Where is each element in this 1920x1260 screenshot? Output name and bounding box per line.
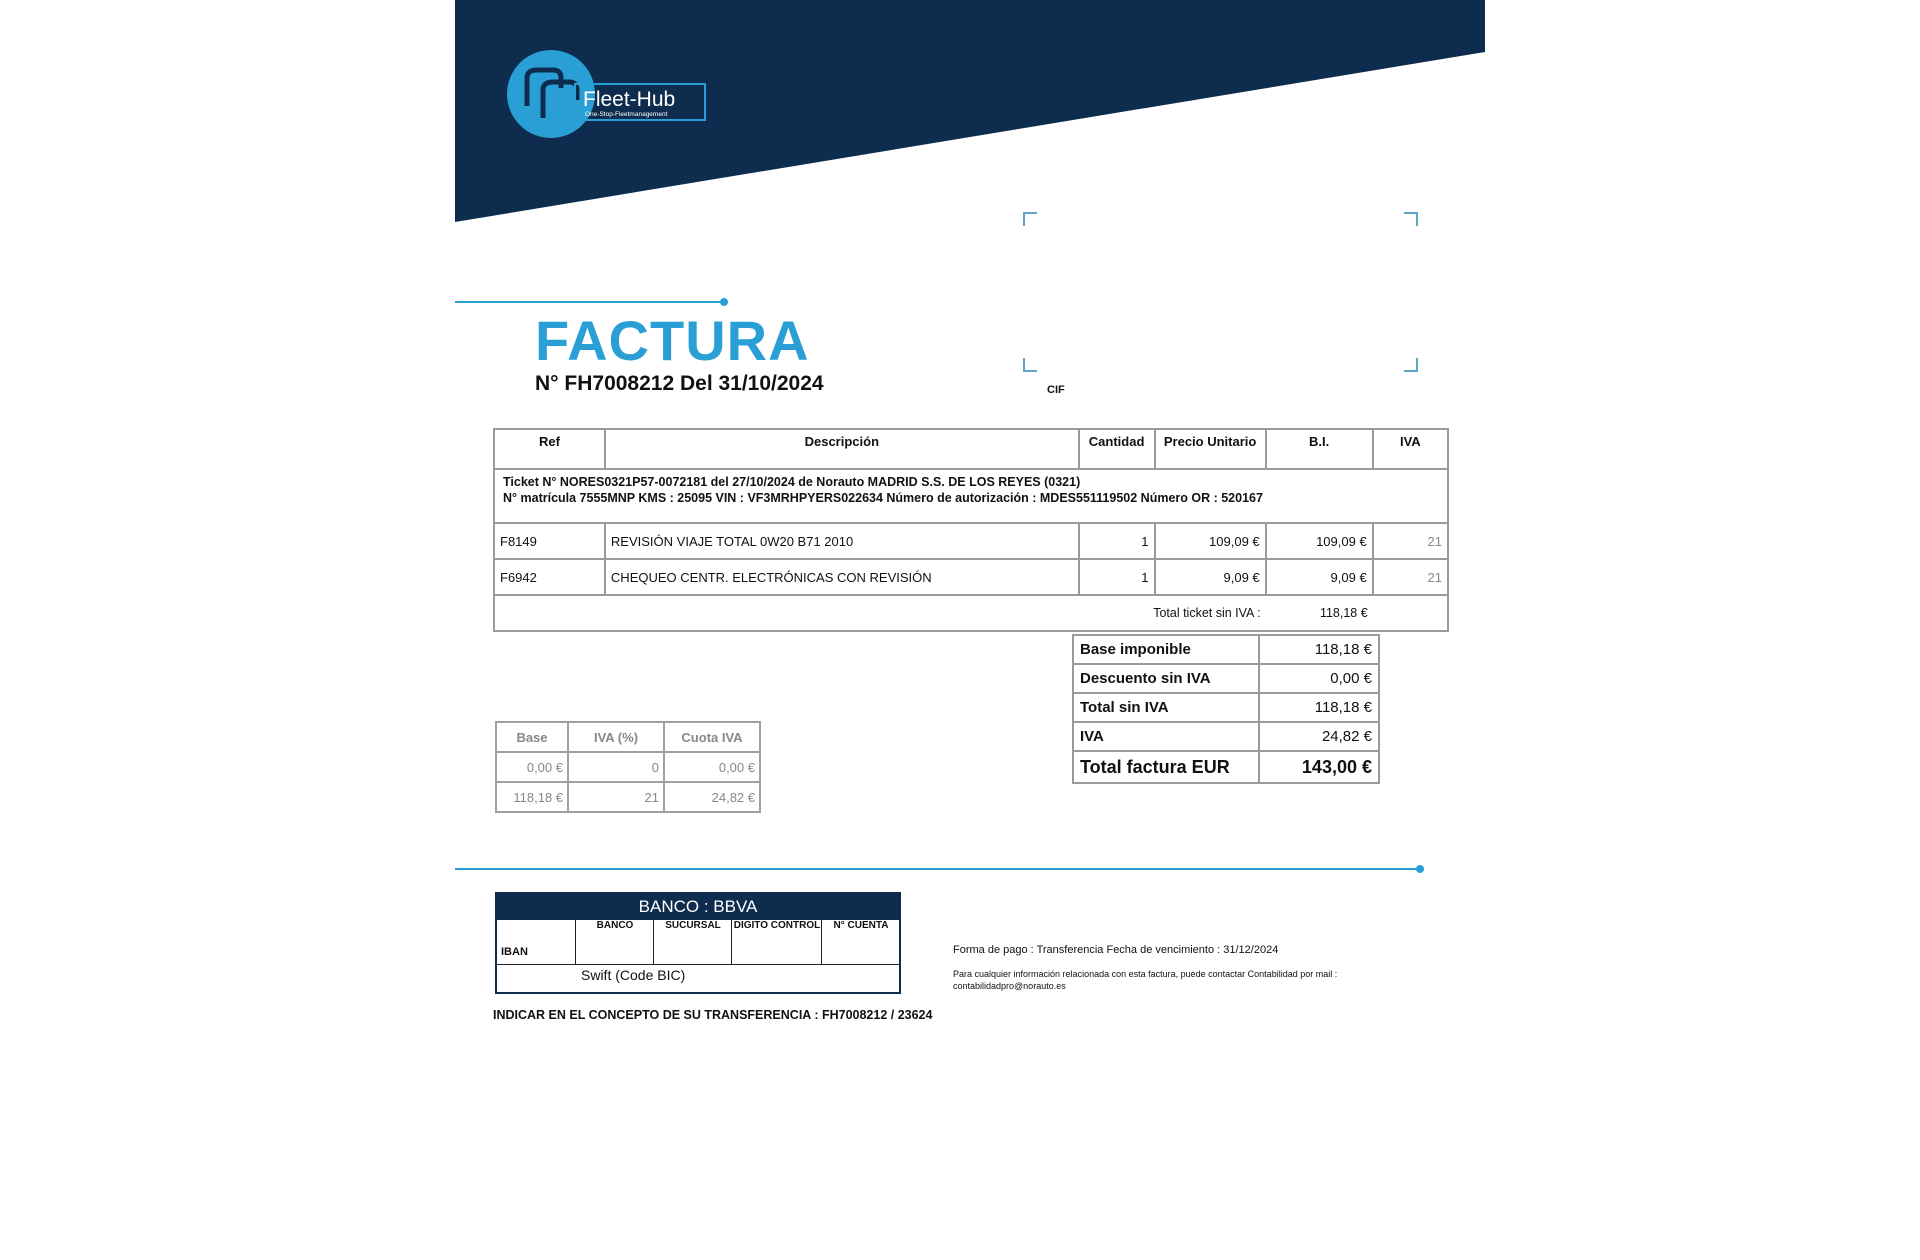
row-quantity: 1	[1079, 559, 1155, 595]
bank-title: BANCO : BBVA	[497, 894, 899, 920]
row-unit-price: 9,09 €	[1155, 559, 1266, 595]
header-bi: B.I.	[1266, 429, 1373, 469]
recipient-address-box	[1023, 212, 1418, 396]
discount-value: 0,00 €	[1259, 664, 1379, 693]
iva-label: IVA	[1073, 722, 1259, 751]
contact-note: Para cualquier información relacionada con esta factura, puede contactar Contabilidad por mail : contabilidadpro@norauto.es	[953, 969, 1338, 991]
ticket-line-1: Ticket N° NORES0321P57-0072181 del 27/10/2024 de Norauto MADRID S.S. DE LOS REYES (0321)	[503, 475, 1081, 489]
bank-col-cuenta: N° CUENTA	[821, 920, 900, 964]
invoice-total-value: 143,00 €	[1259, 751, 1379, 783]
row-bi: 9,09 €	[1266, 559, 1373, 595]
header-quantity: Cantidad	[1079, 429, 1155, 469]
bank-details	[495, 892, 901, 994]
transfer-concept: INDICAR EN EL CONCEPTO DE SU TRANSFERENCIA : FH7008212 / 23624	[493, 1008, 933, 1022]
tax-pct: 21	[568, 782, 664, 812]
tax-header-pct: IVA (%)	[568, 722, 664, 752]
table-row	[494, 559, 1448, 595]
header-unit-price: Precio Unitario	[1155, 429, 1266, 469]
items-table	[493, 428, 1449, 632]
ticket-total-label: Total ticket sin IVA :	[494, 595, 1266, 631]
iva-value: 24,82 €	[1259, 722, 1379, 751]
logo-tagline: One-Stop-Fleetmanagement	[585, 111, 668, 118]
swift-label: Swift (Code BIC)	[581, 967, 686, 983]
iban-label: IBAN	[501, 946, 528, 958]
title-rule	[455, 301, 725, 303]
document-title: FACTURA	[535, 309, 810, 372]
table-row	[496, 782, 760, 812]
payment-terms: Forma de pago : Transferencia Fecha de vencimiento : 31/12/2024	[953, 944, 1279, 956]
total-sin-iva-value: 118,18 €	[1259, 693, 1379, 722]
total-sin-iva-label: Total sin IVA	[1073, 693, 1259, 722]
tax-pct: 0	[568, 752, 664, 782]
tax-base: 0,00 €	[496, 752, 568, 782]
base-value: 118,18 €	[1259, 635, 1379, 664]
row-description: REVISIÓN VIAJE TOTAL 0W20 B71 2010	[605, 523, 1079, 559]
tax-cuota: 0,00 €	[664, 752, 760, 782]
cif-label: CIF	[1047, 384, 1065, 396]
row-iva: 21	[1373, 523, 1448, 559]
ticket-line-2: N° matrícula 7555MNP KMS : 25095 VIN : VF3MRHPYERS022634 Número de autorización : MDES551119502 Número OR : 520167	[503, 491, 1263, 505]
tax-header-base: Base	[496, 722, 568, 752]
discount-label: Descuento sin IVA	[1073, 664, 1259, 693]
table-row	[496, 752, 760, 782]
fleet-hub-logo	[507, 48, 707, 143]
tax-base: 118,18 €	[496, 782, 568, 812]
ticket-info	[494, 469, 1448, 523]
row-quantity: 1	[1079, 523, 1155, 559]
header-iva: IVA	[1373, 429, 1448, 469]
invoice-page	[455, 0, 1485, 1260]
invoice-number: N° FH7008212 Del 31/10/2024	[535, 372, 824, 395]
invoice-total-label: Total factura EUR	[1073, 751, 1259, 783]
footer-rule	[455, 868, 1421, 870]
logo-text: Fleet-Hub	[583, 88, 676, 111]
tax-breakdown-table	[495, 721, 761, 813]
row-ref: F6942	[494, 559, 605, 595]
header-description: Descripción	[605, 429, 1079, 469]
row-description: CHEQUEO CENTR. ELECTRÓNICAS CON REVISIÓN	[605, 559, 1079, 595]
tax-cuota: 24,82 €	[664, 782, 760, 812]
header-ref: Ref	[494, 429, 605, 469]
bank-col-sucursal: SUCURSAL	[653, 920, 732, 964]
summary-table	[1072, 634, 1380, 784]
row-bi: 109,09 €	[1266, 523, 1373, 559]
row-unit-price: 109,09 €	[1155, 523, 1266, 559]
bank-col-banco: BANCO	[575, 920, 654, 964]
tax-header-cuota: Cuota IVA	[664, 722, 760, 752]
row-ref: F8149	[494, 523, 605, 559]
table-row	[494, 523, 1448, 559]
row-iva: 21	[1373, 559, 1448, 595]
bank-col-digito: DIGITO CONTROL	[731, 920, 822, 964]
ticket-total-value: 118,18 €	[1266, 595, 1373, 631]
base-label: Base imponible	[1073, 635, 1259, 664]
